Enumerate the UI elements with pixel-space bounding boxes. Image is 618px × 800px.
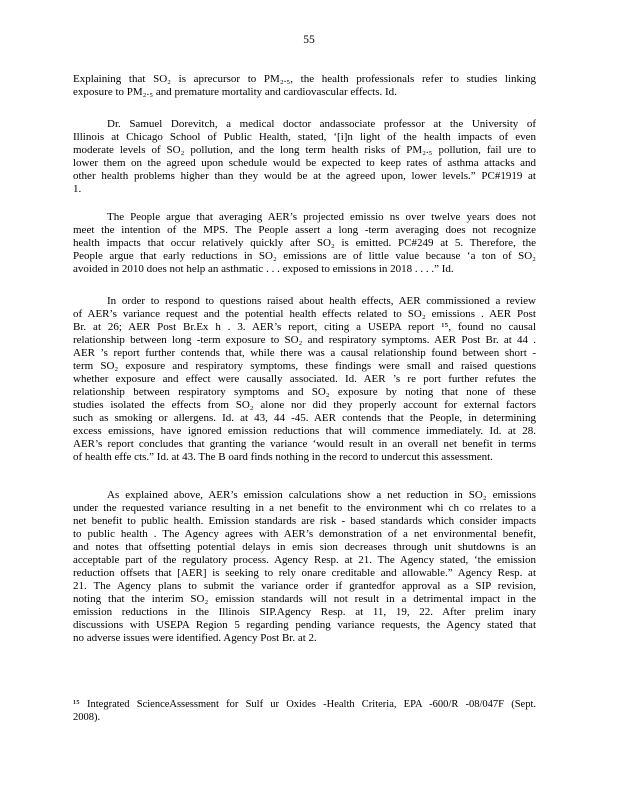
text-line: of AER’s variance request and the potential health effects related to SO₂ emissions . AER Post bbox=[73, 308, 536, 320]
text-line: lower them on the agreed upon schedule would be expected to keep rates of asthma attacks and bbox=[73, 157, 536, 169]
text-line: no adverse issues were identified. Agency Post Br. at 2. bbox=[73, 632, 317, 644]
text-line: emission reductions in the Illinois SIP.Agency Resp. at 11, 19, 22. After prelim inary bbox=[73, 606, 536, 618]
page-number: 55 bbox=[303, 34, 315, 46]
footnote-line: ¹⁵ Integrated ScienceAssessment for Sulf ur Oxides -Health Criteria, EPA -600/R -08/047F (Sept. bbox=[73, 699, 536, 710]
paragraph-so2-precursor bbox=[73, 73, 536, 99]
text-line: meet the intention of the MPS. The People assert a long -term averaging does not recognize bbox=[73, 224, 536, 236]
text-line: and notes that offsetting potential delays in emis sion decreases through unit shutdowns is an bbox=[73, 541, 536, 553]
text-line: reduction offsets that [AER] is seeking to rely onare creditable and allowable.” Agency Resp. at bbox=[73, 567, 536, 579]
text-line: net benefit to public health. Emission standards are risk - based standards which consider impacts bbox=[73, 515, 536, 527]
text-line: As explained above, AER’s emission calculations show a net reduction in SO₂ emissions bbox=[107, 489, 536, 501]
text-line: The People argue that averaging AER’s projected emissio ns over twelve years does not bbox=[107, 211, 536, 223]
text-line: such as smoking or allergens. Id. at 43, 44 -45. AER contends that the People, in determining bbox=[73, 412, 536, 424]
text-line: whether exposure and effect were causally associated. Id. AER ’s re port further refutes the bbox=[73, 373, 536, 385]
text-line: Dr. Samuel Dorevitch, a medical doctor andassociate professor at the University of bbox=[107, 118, 536, 130]
footnote bbox=[73, 699, 536, 724]
text-line: relationship between respiratory symptoms and SO₂ exposure by noting that none of these bbox=[73, 386, 536, 398]
text-line: health impacts that occur relatively quickly after SO₂ is emitted. PC#249 at 5. Therefore, the bbox=[73, 237, 536, 249]
text-line: other health problems higher than they would be at the agreed upon, lower levels.” PC#1919 at bbox=[73, 170, 536, 182]
text-line: Illinois at Chicago School of Public Health, stated, ‘[i]n light of the health impacts of even bbox=[73, 131, 536, 143]
text-line: avoided in 2010 does not help an asthmatic . . . exposed to emissions in 2018 . . . .” Id. bbox=[73, 263, 454, 275]
text-line: to public health . The Agency agrees with AER’s demonstration of a net environmental benefit, bbox=[73, 528, 536, 540]
text-line: term SO₂ exposure and respiratory symptoms, these findings were small and raised questions bbox=[73, 360, 536, 372]
text-line: moderate levels of SO₂ pollution, and the long term health risks of PM₂.₅ pollution, fail ure to bbox=[73, 144, 536, 156]
paragraph-health-effects bbox=[73, 295, 536, 464]
text-line: exposure to PM₂.₅ and premature mortality and cardiovascular effects. Id. bbox=[73, 86, 397, 98]
paragraph-emission-calculations bbox=[73, 489, 536, 645]
text-line: AER’s report concludes that granting the variance ‘would result in an overall net benefit in terms bbox=[73, 438, 536, 450]
text-line: of health effe cts.” Id. at 43. The B oard finds nothing in the record to undercut this assessment. bbox=[73, 451, 493, 463]
text-line: noting that the interim SO₂ emission standards will not result in a detrimental impact in the bbox=[73, 593, 536, 605]
text-line: Explaining that SO₂ is aprecursor to PM₂.₅, the health professionals refer to studies linking bbox=[73, 73, 536, 85]
text-line: acceptable part of the regulatory process. Agency Resp. at 21. The Agency stated, ‘the emission bbox=[73, 554, 536, 566]
text-line: 21. The Agency plans to submit the variance order if grantedfor approval as a SIP revision, bbox=[73, 580, 536, 592]
text-line: In order to respond to questions raised about health effects, AER commissioned a review bbox=[107, 295, 536, 307]
text-line: relationship between long -term exposure to SO₂ and respiratory symptoms. AER Post Br. at 44 . bbox=[73, 334, 536, 346]
text-line: People argue that early reductions in SO₂ emissions are of little value because ‘a ton of SO₂ bbox=[73, 250, 536, 262]
text-line: excess emissions, have ignored emission reductions that will commence immediately. Id. at 28. bbox=[73, 425, 536, 437]
text-line: AER ’s report further contends that, while there was a causal relationship found between short - bbox=[73, 347, 536, 359]
footnote-line: 2008). bbox=[73, 711, 101, 723]
text-line: 1. bbox=[73, 183, 82, 195]
paragraph-people-argue bbox=[73, 211, 536, 276]
text-line: under the requested variance resulting in a net benefit to the environment whi ch co rrelates to a bbox=[73, 502, 536, 514]
text-line: discussions with USEPA Region 5 regarding pending variance requests, the Agency stated that bbox=[73, 619, 536, 631]
text-line: Br. at 26; AER Post Br.Ex h . 3. AER’s report, citing a USEPA report ¹⁵, found no causal bbox=[73, 321, 536, 333]
paragraph-dorevitch bbox=[73, 118, 536, 196]
text-line: studies isolated the effects from SO₂ alone nor did they properly account for external factors bbox=[73, 399, 536, 411]
